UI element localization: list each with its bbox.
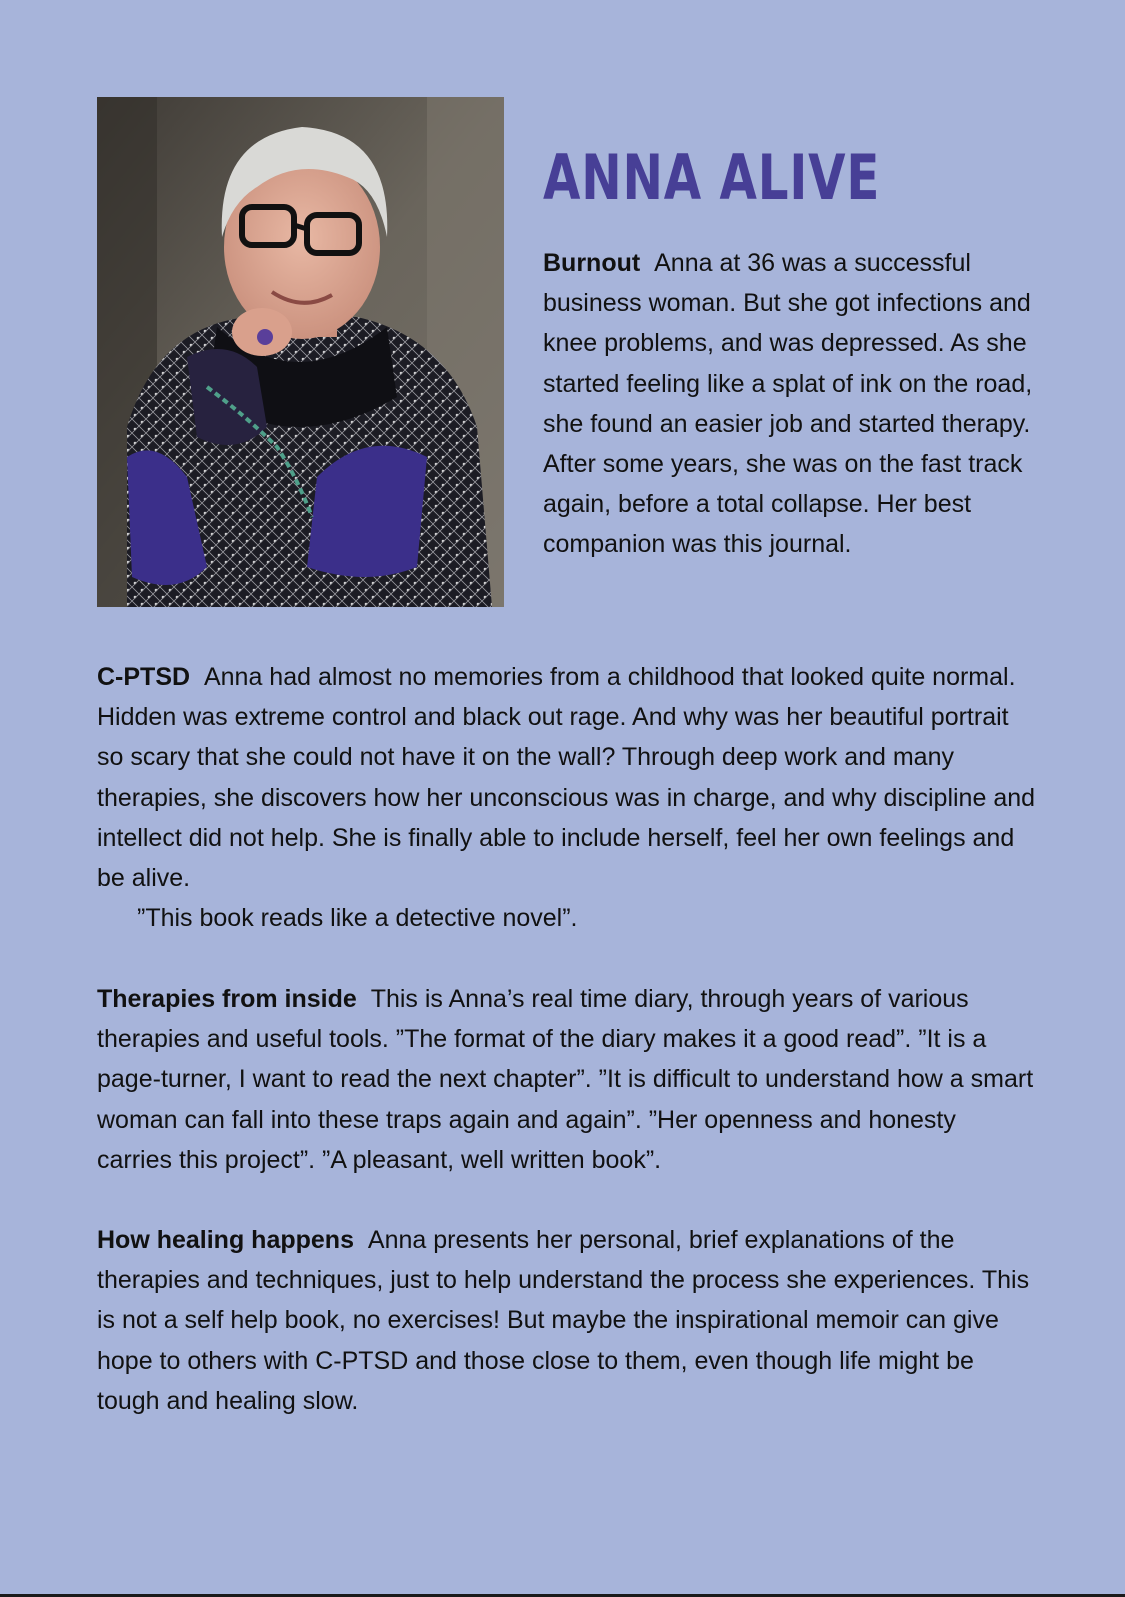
cptsd-text: Anna had almost no memories from a childhood that looked quite normal. Hidden was extreme control and black out rage. And why was her beautiful portrait so scary that she could not have it on the wall? Through deep work and many therapies, she discovers how her unconscious was in charge, and why discipline and intellect did not help. She is finally able to include herself, feel her own feelings and be alive. [97, 663, 1036, 893]
intro-column [543, 139, 1043, 565]
therapies-section [97, 979, 1037, 1180]
healing-section [97, 1220, 1037, 1421]
burnout-heading: Burnout [543, 249, 641, 277]
cptsd-quote: ”This book reads like a detective novel”. [137, 904, 578, 933]
author-portrait [97, 97, 504, 607]
burnout-text: Anna at 36 was a successful business woman. But she got infections and knee problems, and was depressed. As she started feeling like a splat of ink on the road, she found an easier job and started therapy. After some years, she was on the fast track again, before a total collapse. Her best companion was this journal. [543, 249, 1033, 559]
cptsd-heading: C-PTSD [97, 663, 191, 691]
cptsd-paragraph [97, 657, 1037, 898]
therapies-text: This is Anna’s real time diary, through years of various therapies and useful tools. ”The format of the diary makes it a good read”. ”It is a page-turner, I want to read the next chapter”. ”It is difficult to understand how a smart woman can fall into these traps again and again”. ”Her openness and honesty carries this project”. ”A pleasant, well written book”. [97, 985, 1034, 1174]
book-title: ANNA ALIVE [543, 141, 881, 214]
portrait-photo-icon [97, 97, 504, 607]
healing-heading: How healing happens [97, 1226, 354, 1254]
healing-paragraph [97, 1220, 1037, 1421]
therapies-heading: Therapies from inside [97, 985, 357, 1013]
cptsd-section [97, 657, 1037, 938]
intro-row [97, 97, 1033, 617]
burnout-paragraph [543, 243, 1043, 565]
therapies-paragraph [97, 979, 1037, 1180]
healing-text: Anna presents her personal, brief explanations of the therapies and techniques, just to help understand the process she experiences. This is not a self help book, no exercises! But maybe the inspirational memoir can give hope to others with C-PTSD and those close to them, even though life might be tough and healing slow. [97, 1226, 1030, 1415]
